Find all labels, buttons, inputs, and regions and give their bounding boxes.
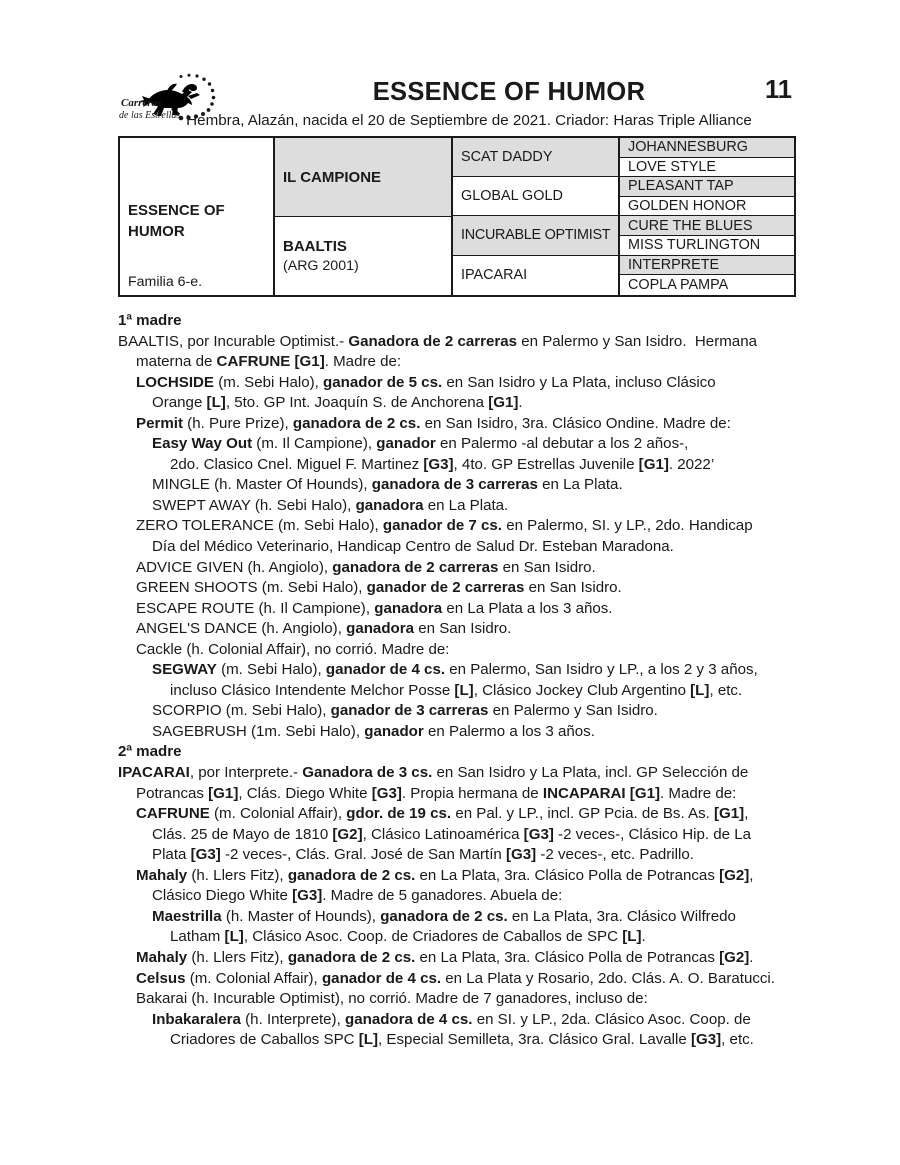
pedigree-cell-g3-3 (453, 256, 620, 295)
narrative-line: SEGWAY (m. Sebi Halo), ganador de 4 cs. en Palermo, San Isidro y LP., a los 2 y 3 años, (152, 661, 758, 679)
narrative-line: incluso Clásico Intendente Melchor Posse [L], Clásico Jockey Club Argentino [L], etc. (170, 681, 743, 699)
narrative-line: GREEN SHOOTS (m. Sebi Halo), ganador de 2 carreras en San Isidro. (136, 579, 622, 597)
narrative-line: SCORPIO (m. Sebi Halo), ganador de 3 carreras en Palermo y San Isidro. (152, 702, 658, 720)
sire-name: IL CAMPIONE (283, 168, 382, 186)
narrative-line: Latham [L], Clásico Asoc. Coop. de Criadores de Caballos de SPC [L]. (170, 928, 646, 946)
familia-label: Familia 6-e. (128, 274, 203, 290)
narrative-line: IPACARAI, por Interprete.- Ganadora de 3 cs. en San Isidro y La Plata, incl. GP Selección de (118, 764, 749, 782)
pedigree-cell-dam (275, 217, 453, 296)
pedigree-col-subject (120, 138, 275, 295)
page-number: 11 (765, 76, 792, 104)
narrative-line: Criadores de Caballos SPC [L], Especial Semilleta, 3ra. Clásico Gral. Lavalle [G3], etc. (170, 1031, 754, 1049)
g4-name: INTERPRETE (628, 256, 720, 273)
narrative-line: Easy Way Out (m. Il Campione), ganador en Palermo -al debutar a los 2 años-, (152, 435, 689, 453)
g4-name: COPLA PAMPA (628, 276, 729, 293)
narrative-line: BAALTIS, por Incurable Optimist.- Ganadora de 2 carreras en Palermo y San Isidro. Hermana (118, 332, 757, 350)
narrative-line: 2do. Clasico Cnel. Miguel F. Martinez [G3], 4to. GP Estrellas Juvenile [G1]. 2022’ (170, 455, 715, 473)
subject-name: ESSENCE OF HUMOR (128, 202, 225, 241)
pedigree-cell-g3-0 (453, 138, 620, 177)
narrative-line: Mahaly (h. Llers Fitz), ganadora de 2 cs. en La Plata, 3ra. Clásico Polla de Potrancas [G2]. (136, 948, 754, 966)
pedigree-col-grandparents (453, 138, 620, 295)
page-header (118, 70, 792, 128)
g4-name: MISS TURLINGTON (628, 237, 761, 254)
pedigree-cell-subject (120, 138, 275, 295)
pedigree-cell-g4-4 (620, 216, 794, 236)
narrative-line: Cackle (h. Colonial Affair), no corrió. Madre de: (136, 640, 450, 658)
narrative-line: Maestrilla (h. Master of Hounds), ganadora de 2 cs. en La Plata, 3ra. Clásico Wilfredo (152, 907, 736, 925)
pedigree-cell-g4-0 (620, 138, 794, 158)
narrative-line: Permit (h. Pure Prize), ganadora de 2 cs. en San Isidro, 3ra. Clásico Ondine. Madre de: (136, 414, 731, 432)
logo-text-de-las-estrellas: de las Estrellas (119, 110, 181, 121)
pedigree-col-parents (275, 138, 453, 295)
narrative-line: Inbakaralera (h. Interprete), ganadora de 4 cs. en SI. y LP., 2da. Clásico Asoc. Coop. de (152, 1010, 751, 1028)
narrative-line: SAGEBRUSH (1m. Sebi Halo), ganador en Palermo a los 3 años. (152, 722, 595, 740)
pedigree-cell-g4-5 (620, 236, 794, 256)
narrative-line: Orange [L], 5to. GP Int. Joaquín S. de Anchorena [G1]. (152, 394, 523, 412)
pedigree-cell-g3-1 (453, 177, 620, 216)
pedigree-cell-g4-7 (620, 275, 794, 295)
pedigree-table (118, 136, 796, 297)
narrative-line: Clás. 25 de Mayo de 1810 [G2], Clásico Latinoamérica [G3] -2 veces-, Clásico Hip. de La (152, 825, 751, 843)
page-title: ESSENCE OF HUMOR (372, 78, 646, 106)
narrative-line: Plata [G3] -2 veces-, Clás. Gral. José de San Martín [G3] -2 veces-, etc. Padrillo. (152, 846, 694, 864)
title-row (226, 78, 792, 107)
pedigree-cell-sire (275, 138, 453, 217)
narrative-line: CAFRUNE (m. Colonial Affair), gdor. de 19 cs. en Pal. y LP., incl. GP Pcia. de Bs. As. [G1], (136, 805, 749, 823)
narrative-line: MINGLE (h. Master Of Hounds), ganadora de 3 carreras en La Plata. (152, 476, 623, 494)
g4-name: LOVE STYLE (628, 158, 716, 175)
narrative-line: ANGEL'S DANCE (h. Angiolo), ganadora en San Isidro. (136, 620, 512, 638)
pedigree-cell-g3-2 (453, 216, 620, 255)
dam-origin: (ARG 2001) (283, 258, 359, 275)
narrative-line: SWEPT AWAY (h. Sebi Halo), ganadora en La Plata. (152, 496, 509, 514)
pedigree-cell-g4-6 (620, 256, 794, 276)
narrative-line: ESCAPE ROUTE (h. Il Campione), ganadora en La Plata a los 3 años. (136, 599, 613, 617)
narrative-line: Día del Médico Veterinario, Handicap Centro de Salud Dr. Esteban Maradona. (152, 538, 674, 556)
section-heading: 2ª madre (118, 743, 182, 761)
pedigree-cell-g4-3 (620, 197, 794, 217)
logo-text-carreras: Carreras (121, 97, 162, 109)
g4-name: CURE THE BLUES (628, 217, 753, 234)
narrative-line: LOCHSIDE (m. Sebi Halo), ganador de 5 cs. en San Isidro y La Plata, incluso Clásico (136, 373, 716, 391)
g4-name: GOLDEN HONOR (628, 198, 747, 215)
g4-name: JOHANNESBURG (628, 139, 748, 156)
narrative-line: Mahaly (h. Llers Fitz), ganadora de 2 cs. en La Plata, 3ra. Clásico Polla de Potrancas [G2], (136, 866, 754, 884)
dam-name: BAALTIS (283, 238, 347, 256)
narrative-line: ADVICE GIVEN (h. Angiolo), ganadora de 2 carreras en San Isidro. (136, 558, 596, 576)
g3-name: INCURABLE OPTIMIST (461, 227, 611, 244)
pedigree-cell-g4-2 (620, 177, 794, 197)
narrative-line: materna de CAFRUNE [G1]. Madre de: (136, 353, 402, 371)
g3-name: GLOBAL GOLD (461, 188, 563, 205)
section-heading: 1ª madre (118, 312, 182, 329)
narrative-line: Potrancas [G1], Clás. Diego White [G3]. Propia hermana de INCAPARAI [G1]. Madre de: (136, 784, 737, 802)
narrative-line: Bakarai (h. Incurable Optimist), no corrió. Madre de 7 ganadores, incluso de: (136, 990, 648, 1008)
g3-name: SCAT DADDY (461, 149, 553, 166)
pedigree-col-great-grandparents (620, 138, 794, 295)
narrative-line: Celsus (m. Colonial Affair), ganador de 4 cs. en La Plata y Rosario, 2do. Clás. A. O. Baratucci. (136, 969, 775, 987)
pedigree-cell-g4-1 (620, 158, 794, 178)
pedigree-narrative (118, 311, 808, 1051)
g4-name: PLEASANT TAP (628, 178, 734, 195)
horse-subtitle: Hembra, Alazán, nacida el 20 de Septiembre de 2021. Criador: Haras Triple Alliance (186, 112, 752, 129)
narrative-line: Clásico Diego White [G3]. Madre de 5 ganadores. Abuela de: (152, 887, 563, 905)
narrative-line: ZERO TOLERANCE (m. Sebi Halo), ganador de 7 cs. en Palermo, SI. y LP., 2do. Handicap (136, 517, 753, 535)
g3-name: IPACARAI (461, 267, 528, 284)
